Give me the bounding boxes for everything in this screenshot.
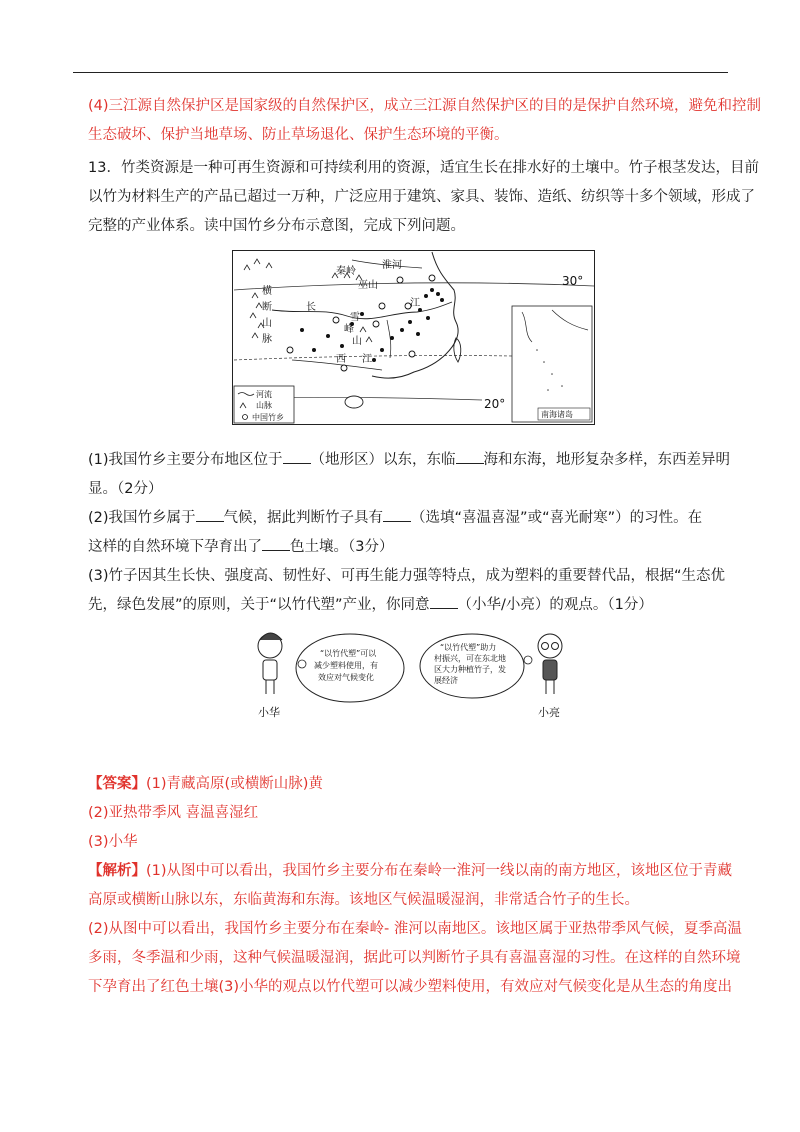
intro-line: 以竹为材料生产的产品已超过一万种，广泛应用于建筑、家具、装饰、造纸、纺织等十多个领域，形成了	[88, 189, 755, 205]
part4-answer	[88, 92, 762, 150]
map-label-heng: 横	[262, 286, 272, 297]
right-bubble-line: 村振兴，可在东北地	[434, 654, 506, 663]
sub2-line2	[88, 533, 728, 562]
sub-questions	[88, 446, 731, 620]
sub1-line2: 显。（2分）	[88, 481, 163, 497]
answer-text: (1)青藏高原(或横断山脉)黄	[146, 776, 323, 792]
analysis-tag: 【解析】	[88, 863, 146, 879]
intro-line: 13．竹类资源是一种可再生资源和可持续利用的资源，适宜生长在排水好的土壤中。竹子根茎发达，目前	[88, 160, 759, 176]
answer-line-3: (3)小华	[88, 834, 138, 850]
sub1-line1	[88, 446, 731, 475]
sub2-text: 色土壤。（3分）	[290, 539, 394, 555]
sub2-text: 气候，据此判断竹子具有	[223, 510, 384, 526]
sub3-line2	[88, 591, 728, 620]
answer-tag: 【答案】	[88, 776, 146, 792]
analysis-text: (1)从图中可以看出，我国竹乡主要分布在秦岭一淮河一线以南的南方地区，该地区位于青藏	[146, 863, 733, 879]
legend-river: 河流	[256, 390, 272, 399]
right-bubble-line: “以竹代塑”助力	[440, 643, 497, 652]
blank-2[interactable]	[456, 449, 484, 464]
sub1-text: (1)我国竹乡主要分布地区位于	[88, 452, 283, 468]
analysis-line: 多雨，冬季温和少雨，这种气候温暖湿润，据此可以判断竹子具有喜温喜湿的习性。在这样的自然环境	[88, 950, 741, 966]
header-rule	[73, 72, 728, 73]
left-bubble-line: “以竹代塑”可以	[320, 649, 377, 658]
blank-4[interactable]	[383, 507, 411, 522]
bamboo-distribution-map	[232, 250, 595, 425]
sub3-line1: (3)竹子因其生长快、强度高、韧性好、可再生能力强等特点，成为塑料的重要替代品，根据“生态优	[88, 568, 726, 584]
sub1-text: 海和东海，地形复杂多样，东西差异明	[483, 452, 731, 468]
map-label-qinling: 秦岭	[336, 266, 356, 277]
question-13-intro	[88, 154, 759, 241]
part4-line: (4)三江源自然保护区是国家级的自然保护区，成立三江源自然保护区的目的是保护自然环境，避免和控制	[88, 98, 762, 114]
map-label-feng: 峰	[344, 324, 354, 335]
part4-line: 生态破坏、保护当地草场、防止草场退化、保护生态环境的平衡。	[88, 127, 509, 143]
sub1-text: （地形区）以东，东临	[310, 452, 456, 468]
map-label-jiang: 江	[410, 298, 420, 309]
analysis-line: (2)从图中可以看出，我国竹乡主要分布在秦岭- 淮河以南地区。该地区属于亚热带季风气候，夏季高温	[88, 921, 742, 937]
answer-line-1	[88, 770, 728, 799]
latitude-30: 30°	[562, 274, 584, 288]
left-character-name: 小华	[258, 706, 280, 719]
map-label-huaihe: 淮河	[382, 260, 402, 271]
analysis-line: 高原或横断山脉以东，东临黄海和东海。该地区气候温暖湿润，非常适合竹子的生长。	[88, 892, 639, 908]
sub2-text: (2)我国竹乡属于	[88, 510, 196, 526]
map-label-jiang2: 江	[362, 354, 372, 365]
map-label-mai: 脉	[262, 334, 272, 345]
answer-section	[88, 770, 742, 1002]
legend-mountain: 山脉	[256, 401, 272, 410]
left-bubble-line: 效应对气候变化	[318, 673, 374, 682]
map-label-duan: 断	[262, 302, 272, 313]
map-label-wushan: 巫山	[358, 280, 378, 291]
sub2-text: 这样的自然环境下孕育出了	[88, 539, 262, 555]
map-label-xi: 西	[336, 354, 346, 365]
left-bubble-line: 减少塑料使用，有	[314, 661, 378, 670]
right-bubble-line: 区大力种植竹子，发	[434, 665, 506, 674]
sub2-text: （选填“喜温喜湿”或“喜光耐寒”）的习性。在	[411, 510, 703, 526]
sub3-text: 先，绿色发展”的原则，关于“以竹代塑”产业，你同意	[88, 597, 430, 613]
intro-line: 完整的产业体系。读中国竹乡分布示意图，完成下列问题。	[88, 218, 465, 234]
blank-1[interactable]	[283, 449, 311, 464]
map-label-shan: 山	[262, 318, 272, 329]
sub3-text: （小华/小亮）的观点。（1分）	[457, 597, 653, 613]
cartoon-dialogue	[250, 628, 570, 720]
blank-3[interactable]	[196, 507, 224, 522]
analysis-line: 下孕育出了红色土壤(3)小华的观点以竹代塑可以减少塑料使用，有效应对气候变化是从生态的角度出	[88, 979, 733, 995]
sub2-line1	[88, 504, 728, 533]
map-label-chang: 长	[306, 302, 316, 313]
latitude-20: 20°	[484, 397, 506, 411]
blank-5[interactable]	[262, 536, 290, 551]
inset-label: 南海诸岛	[541, 410, 573, 419]
blank-6[interactable]	[430, 594, 458, 609]
map-label-xue: 雪	[350, 312, 360, 323]
legend-bamboo-town: 中国竹乡	[252, 413, 284, 422]
answer-line-2: (2)亚热带季风 喜温喜湿红	[88, 805, 259, 821]
right-character-name: 小亮	[538, 706, 560, 719]
map-label-shan2: 山	[352, 336, 362, 347]
right-bubble-line: 展经济	[434, 676, 458, 685]
analysis-line-1	[88, 857, 733, 886]
